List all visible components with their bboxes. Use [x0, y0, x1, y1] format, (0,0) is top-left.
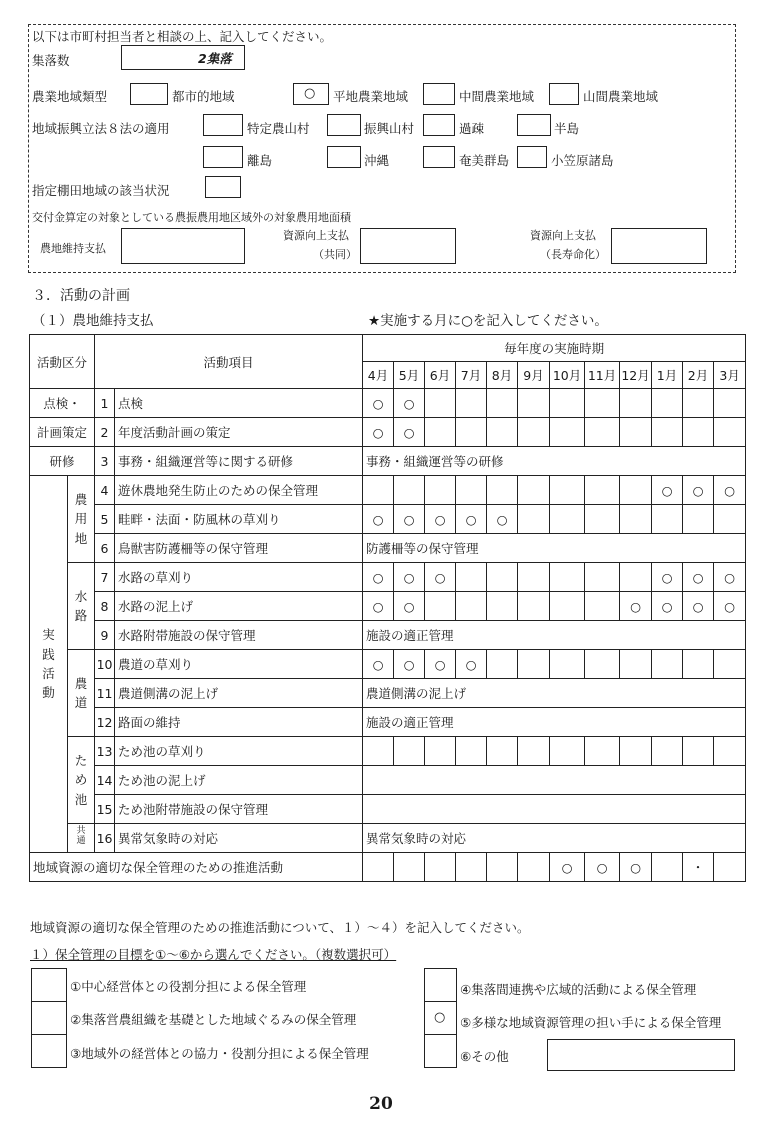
law-label-promoted-mountain: 振興山村 — [364, 121, 415, 136]
month-cell[interactable] — [425, 592, 456, 621]
table-row — [30, 679, 746, 708]
month-cell[interactable] — [620, 737, 652, 766]
activity-item: 路面の維持 — [115, 708, 363, 737]
goal-checkbox-3[interactable] — [31, 1034, 67, 1068]
instruction-text: 以下は市町村担当者と相談の上、記入してください。 — [32, 29, 333, 44]
month-cell[interactable] — [394, 737, 425, 766]
category-header: 活動区分 — [30, 335, 95, 389]
farm-type-label-urban: 都市的地域 — [172, 89, 235, 104]
subcategory-waterway-label: 水路 — [74, 588, 88, 623]
table-row — [30, 389, 746, 418]
goal-checkbox-2[interactable] — [31, 1001, 67, 1034]
law-label-okinawa: 沖縄 — [364, 153, 390, 168]
goal-question: １）保全管理の目標を①～⑥から選んでください。（複数選択可） — [30, 947, 397, 962]
activity-timing-text[interactable]: 施設の適正管理 — [363, 621, 746, 650]
month-cell[interactable] — [683, 418, 714, 447]
activity-item: ため池の草刈り — [115, 737, 363, 766]
settlement-count-value: 2集落 — [198, 51, 232, 66]
month-cell[interactable]: ○ — [456, 505, 487, 534]
month-cell[interactable] — [620, 505, 652, 534]
timing-header: 毎年度の実施時期 — [363, 335, 746, 362]
month-cell[interactable]: ○ — [363, 505, 394, 534]
month-cell[interactable] — [652, 389, 683, 418]
month-cell[interactable] — [714, 418, 746, 447]
item-number: 11 — [95, 679, 115, 708]
month-cell[interactable] — [585, 592, 620, 621]
item-number: 8 — [95, 592, 115, 621]
activity-item: 異常気象時の対応 — [115, 824, 363, 853]
month-cell[interactable]: ○ — [394, 563, 425, 592]
section-heading: ３．活動の計画 — [32, 288, 130, 304]
month-cell[interactable] — [652, 418, 683, 447]
month-cell[interactable] — [363, 853, 394, 882]
section-subheading: （１）農地維持支払 — [32, 313, 154, 329]
activity-timing-text[interactable]: 異常気象時の対応 — [363, 824, 746, 853]
law-label-island: 離島 — [247, 153, 273, 168]
month-header: 7月 — [456, 362, 487, 389]
goal-option-4: ④集落間連携や広域的活動による保全管理 — [460, 982, 697, 997]
law-box-island[interactable] — [203, 146, 243, 168]
month-cell[interactable] — [585, 737, 620, 766]
farm-type-box-mountain[interactable] — [549, 83, 579, 105]
month-cell[interactable] — [425, 853, 456, 882]
month-cell[interactable] — [683, 737, 714, 766]
subcategory-pond — [68, 737, 95, 824]
item-number: 10 — [95, 650, 115, 679]
law-label-depopulated: 過疎 — [459, 121, 485, 136]
month-cell[interactable] — [487, 737, 518, 766]
law-label: 地域振興立法８法の適用 — [32, 121, 170, 136]
month-cell[interactable]: ・ — [683, 853, 714, 882]
activity-timing-text[interactable]: 施設の適正管理 — [363, 708, 746, 737]
law-label-amami: 奄美群島 — [459, 153, 510, 168]
month-header: 9月 — [518, 362, 550, 389]
month-header: 4月 — [363, 362, 394, 389]
activity-item: 鳥獣害防護柵等の保守管理 — [115, 534, 363, 563]
category-planning: 計画策定 — [30, 418, 95, 447]
month-cell[interactable] — [585, 418, 620, 447]
subcategory-farmland — [68, 476, 95, 563]
settlement-count-label: 集落数 — [32, 53, 70, 68]
item-number: 2 — [95, 418, 115, 447]
month-cell[interactable] — [683, 650, 714, 679]
month-cell[interactable] — [620, 476, 652, 505]
month-cell[interactable] — [550, 650, 585, 679]
goal-checkbox-4[interactable] — [424, 968, 457, 1001]
item-number: 3 — [95, 447, 115, 476]
subcategory-farmland-label: 農用地 — [74, 491, 88, 546]
activity-plan-table — [29, 334, 746, 882]
farm-type-label-intermediate: 中間農業地域 — [459, 89, 535, 104]
month-cell[interactable] — [620, 650, 652, 679]
item-number: 15 — [95, 795, 115, 824]
month-cell[interactable] — [585, 563, 620, 592]
table-row — [30, 708, 746, 737]
month-header: 6月 — [425, 362, 456, 389]
law-box-peninsula[interactable] — [517, 114, 551, 136]
month-cell[interactable] — [620, 389, 652, 418]
month-cell[interactable] — [518, 418, 550, 447]
month-cell[interactable]: ○ — [714, 476, 746, 505]
goal-checkbox-6[interactable] — [424, 1034, 457, 1068]
month-cell[interactable]: ○ — [363, 650, 394, 679]
month-cell[interactable] — [652, 737, 683, 766]
item-number: 6 — [95, 534, 115, 563]
month-cell[interactable] — [550, 737, 585, 766]
farmland-support-field[interactable] — [121, 228, 245, 264]
month-cell[interactable] — [363, 476, 394, 505]
activity-item: 農道側溝の泥上げ — [115, 679, 363, 708]
item-number: 13 — [95, 737, 115, 766]
goal-mark-5: ○ — [434, 1010, 446, 1025]
month-cell[interactable] — [714, 650, 746, 679]
goal-option-5: ⑤多様な地域資源管理の担い手による保全管理 — [460, 1015, 722, 1030]
resource-long-field[interactable] — [611, 228, 707, 264]
month-cell[interactable] — [487, 389, 518, 418]
subcategory-common-label: 共通 — [76, 826, 86, 847]
month-cell[interactable] — [585, 389, 620, 418]
month-cell[interactable]: ○ — [487, 505, 518, 534]
activity-item: 点検 — [115, 389, 363, 418]
law-box-promoted-mountain[interactable] — [327, 114, 361, 136]
month-cell[interactable] — [683, 505, 714, 534]
activity-item: 水路の泥上げ — [115, 592, 363, 621]
item-number: 12 — [95, 708, 115, 737]
item-number: 4 — [95, 476, 115, 505]
month-cell[interactable] — [456, 389, 487, 418]
month-cell[interactable] — [487, 650, 518, 679]
activity-item: 水路附帯施設の保守管理 — [115, 621, 363, 650]
month-cell[interactable] — [652, 505, 683, 534]
item-number: 5 — [95, 505, 115, 534]
month-cell[interactable]: ○ — [683, 476, 714, 505]
item-header: 活動項目 — [95, 335, 363, 389]
month-cell[interactable] — [394, 476, 425, 505]
month-cell[interactable] — [456, 737, 487, 766]
month-cell[interactable] — [550, 476, 585, 505]
item-number: 9 — [95, 621, 115, 650]
law-box-amami[interactable] — [423, 146, 455, 168]
activity-item: 水路の草刈り — [115, 563, 363, 592]
terrace-label: 指定棚田地域の該当状況 — [32, 183, 170, 198]
law-label-special-mountain: 特定農山村 — [247, 121, 310, 136]
month-cell[interactable] — [683, 389, 714, 418]
month-cell[interactable] — [518, 737, 550, 766]
month-cell[interactable]: ○ — [363, 563, 394, 592]
activity-item: 畦畔・法面・防風林の草刈り — [115, 505, 363, 534]
month-instruction: ★実施する月に○を記入してください。 — [368, 313, 608, 329]
activity-timing-text[interactable]: 防護柵等の保守管理 — [363, 534, 746, 563]
farm-type-label-plain: 平地農業地域 — [333, 89, 409, 104]
month-cell[interactable] — [585, 476, 620, 505]
month-cell[interactable] — [550, 563, 585, 592]
subcategory-road-label: 農道 — [74, 675, 88, 710]
month-cell[interactable] — [487, 853, 518, 882]
farm-type-mark-plain: ○ — [304, 86, 316, 101]
month-cell[interactable] — [425, 418, 456, 447]
table-row — [30, 563, 746, 592]
law-label-ogasawara: 小笠原諸島 — [551, 153, 614, 168]
month-cell[interactable] — [363, 737, 394, 766]
page-number: 20 — [369, 1094, 393, 1114]
law-box-special-mountain[interactable] — [203, 114, 243, 136]
item-number: 7 — [95, 563, 115, 592]
item-number: 16 — [95, 824, 115, 853]
month-header: 5月 — [394, 362, 425, 389]
table-row — [30, 476, 746, 505]
activity-timing-text[interactable]: 事務・組織運営等の研修 — [363, 447, 746, 476]
month-cell[interactable] — [487, 418, 518, 447]
month-cell[interactable] — [518, 505, 550, 534]
farm-type-box-intermediate[interactable] — [423, 83, 455, 105]
activity-item: ため池の泥上げ — [115, 766, 363, 795]
category-practice — [30, 476, 68, 853]
table-row — [30, 505, 746, 534]
month-cell[interactable]: ○ — [652, 592, 683, 621]
month-cell[interactable]: ○ — [652, 563, 683, 592]
activity-timing-text[interactable] — [363, 766, 746, 795]
subcategory-road — [68, 650, 95, 737]
month-cell[interactable] — [518, 853, 550, 882]
month-cell[interactable]: ○ — [425, 563, 456, 592]
resource-joint-label: 資源向上支払 — [283, 229, 349, 242]
table-row — [30, 650, 746, 679]
month-cell[interactable] — [456, 418, 487, 447]
month-cell[interactable] — [714, 853, 746, 882]
month-cell[interactable] — [487, 476, 518, 505]
table-row — [30, 824, 746, 853]
month-cell[interactable] — [456, 592, 487, 621]
subcategory-pond-label: ため池 — [74, 752, 88, 807]
month-cell[interactable]: ○ — [425, 650, 456, 679]
category-training: 研修 — [30, 447, 95, 476]
month-cell[interactable]: ○ — [714, 563, 746, 592]
resource-long-label: 資源向上支払 — [530, 229, 596, 242]
month-cell[interactable] — [518, 592, 550, 621]
table-row — [30, 621, 746, 650]
table-row — [30, 592, 746, 621]
month-cell[interactable]: ○ — [456, 650, 487, 679]
goal-option-3: ③地域外の経営体との協力・役割分担による保全管理 — [70, 1046, 369, 1061]
law-box-ogasawara[interactable] — [517, 146, 547, 168]
month-cell[interactable] — [550, 418, 585, 447]
law-label-peninsula: 半島 — [554, 121, 580, 136]
category-inspection: 点検・ — [30, 389, 95, 418]
month-cell[interactable]: ○ — [620, 592, 652, 621]
month-cell[interactable] — [585, 650, 620, 679]
month-cell[interactable] — [652, 853, 683, 882]
goal-option-1: ①中心経営体との役割分担による保全管理 — [70, 979, 307, 994]
month-cell[interactable]: ○ — [585, 853, 620, 882]
month-cell[interactable] — [487, 592, 518, 621]
resource-joint-sublabel: （共同） — [313, 248, 357, 261]
activity-item: 事務・組織運営等に関する研修 — [115, 447, 363, 476]
month-cell[interactable] — [585, 505, 620, 534]
month-header: 3月 — [714, 362, 746, 389]
terrace-box[interactable] — [205, 176, 241, 198]
month-cell[interactable] — [456, 563, 487, 592]
activity-item: 年度活動計画の策定 — [115, 418, 363, 447]
goal-option-6: ⑥その他 — [460, 1049, 509, 1064]
month-cell[interactable] — [714, 737, 746, 766]
outside-area-label: 交付金算定の対象としている農振農用地区域外の対象農用地面積 — [32, 211, 351, 224]
item-number: 1 — [95, 389, 115, 418]
month-cell[interactable] — [425, 737, 456, 766]
month-cell[interactable] — [518, 650, 550, 679]
month-header: 8月 — [487, 362, 518, 389]
month-cell[interactable] — [518, 389, 550, 418]
month-cell[interactable] — [456, 853, 487, 882]
resource-joint-field[interactable] — [360, 228, 456, 264]
month-cell[interactable]: ○ — [363, 418, 394, 447]
promotion-activity-label: 地域資源の適切な保全管理のための推進活動 — [30, 853, 363, 882]
table-row — [30, 795, 746, 824]
month-cell[interactable] — [550, 389, 585, 418]
table-row-promotion — [30, 853, 746, 882]
activity-item: 遊休農地発生防止のための保全管理 — [115, 476, 363, 505]
activity-item: 農道の草刈り — [115, 650, 363, 679]
month-cell[interactable]: ○ — [394, 505, 425, 534]
month-cell[interactable] — [425, 476, 456, 505]
month-cell[interactable] — [456, 476, 487, 505]
month-cell[interactable] — [394, 853, 425, 882]
month-cell[interactable]: ○ — [652, 476, 683, 505]
month-cell[interactable] — [518, 563, 550, 592]
item-number: 14 — [95, 766, 115, 795]
month-cell[interactable] — [550, 592, 585, 621]
table-row — [30, 766, 746, 795]
month-cell[interactable]: ○ — [394, 650, 425, 679]
farm-type-box-urban[interactable] — [130, 83, 168, 105]
month-cell[interactable]: ○ — [714, 592, 746, 621]
activity-item: ため池附帯施設の保守管理 — [115, 795, 363, 824]
month-header: 1月 — [652, 362, 683, 389]
month-header: 11月 — [585, 362, 620, 389]
table-row — [30, 447, 746, 476]
month-header: 12月 — [620, 362, 652, 389]
month-cell[interactable]: ○ — [394, 389, 425, 418]
month-cell[interactable] — [652, 650, 683, 679]
month-cell[interactable] — [714, 389, 746, 418]
month-cell[interactable] — [620, 563, 652, 592]
month-header: 10月 — [550, 362, 585, 389]
activity-timing-text[interactable]: 農道側溝の泥上げ — [363, 679, 746, 708]
month-cell[interactable] — [425, 389, 456, 418]
month-cell[interactable] — [620, 418, 652, 447]
month-cell[interactable]: ○ — [683, 592, 714, 621]
table-row — [30, 737, 746, 766]
month-cell[interactable]: ○ — [550, 853, 585, 882]
month-cell[interactable]: ○ — [620, 853, 652, 882]
table-row — [30, 418, 746, 447]
farm-type-label: 農業地域類型 — [32, 89, 108, 104]
month-cell[interactable]: ○ — [394, 592, 425, 621]
goal-checkbox-1[interactable] — [31, 968, 67, 1001]
table-row — [30, 534, 746, 563]
promotion-intro: 地域資源の適切な保全管理のための推進活動について、１）～４）を記入してください。 — [30, 920, 530, 935]
month-header: 2月 — [683, 362, 714, 389]
month-cell[interactable]: ○ — [683, 563, 714, 592]
month-cell[interactable] — [550, 505, 585, 534]
category-practice-label: 実践活動 — [42, 627, 55, 701]
month-cell[interactable]: ○ — [425, 505, 456, 534]
month-cell[interactable]: ○ — [394, 418, 425, 447]
farmland-support-label: 農地維持支払 — [40, 242, 106, 255]
subcategory-waterway — [68, 563, 95, 650]
activity-timing-text[interactable] — [363, 795, 746, 824]
subcategory-common — [68, 824, 95, 853]
goal-other-field[interactable] — [547, 1039, 735, 1071]
month-cell[interactable] — [487, 563, 518, 592]
law-box-okinawa[interactable] — [327, 146, 361, 168]
month-cell[interactable]: ○ — [363, 389, 394, 418]
month-cell[interactable]: ○ — [363, 592, 394, 621]
month-cell[interactable] — [518, 476, 550, 505]
farm-type-label-mountain: 山間農業地域 — [583, 89, 659, 104]
goal-option-2: ②集落営農組織を基礎とした地域ぐるみの保全管理 — [70, 1012, 357, 1027]
resource-long-sublabel: （長寿命化） — [540, 248, 606, 261]
law-box-depopulated[interactable] — [423, 114, 455, 136]
month-cell[interactable] — [714, 505, 746, 534]
